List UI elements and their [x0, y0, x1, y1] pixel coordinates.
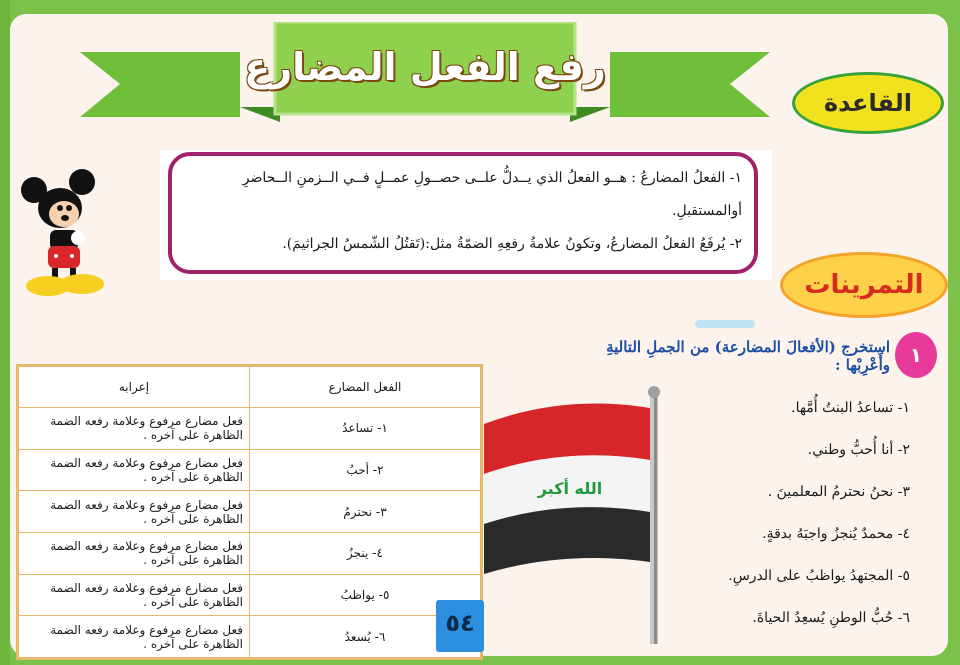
rule-2: ٢- يُرفَعُ الفعلُ المضارعُ، وتكونُ علامةُ رفعِهِ الضمّةُ مثل:(تَقتُلُ الشّمسُ الجراثيمَ).	[282, 236, 742, 252]
exercises-badge: التمرينات	[780, 252, 948, 318]
table-row	[19, 616, 481, 658]
iraq-flag-illustration	[474, 384, 674, 644]
rule-badge: القاعدة	[792, 72, 944, 134]
sentence-2: ٢- أنا أُحبُّ وطني.	[807, 442, 910, 458]
title-ribbon	[80, 22, 770, 132]
exercise-instruction: استخرج (الأفعالَ المضارعة) من الجملِ التاليةِ وأَعْرِبْها :	[606, 338, 890, 374]
answer-table	[16, 364, 483, 660]
rule-panel	[160, 150, 772, 280]
parse-cell: فعل مضارع مرفوع وعلامة رفعه الضمة الظاهرة على آخره .	[19, 449, 250, 491]
sentence-6: ٦- حُبُّ الوطنِ يُسعِدُ الحياةَ.	[752, 610, 910, 626]
header-parse: إعرابه	[19, 367, 250, 408]
header-verb: الفعل المضارع	[250, 367, 481, 408]
page-edge	[0, 0, 10, 665]
table-row	[19, 449, 481, 491]
verb-cell: ٤- ينجزُ	[250, 532, 481, 574]
verb-cell: ٣- نحترمُ	[250, 491, 481, 533]
table-row	[19, 574, 481, 616]
parse-cell: فعل مضارع مرفوع وعلامة رفعه الضمة الظاهرة على آخره .	[19, 574, 250, 616]
sentence-5: ٥- المجتهدُ يواظبُ على الدرسِ.	[728, 568, 910, 584]
parse-cell: فعل مضارع مرفوع وعلامة رفعه الضمة الظاهرة على آخره .	[19, 616, 250, 658]
table-row	[19, 491, 481, 533]
page-number: ٥٤	[436, 600, 484, 652]
verb-cell: ٦- يُسعدُ	[250, 616, 481, 658]
exercise-number: ١	[895, 332, 937, 378]
parse-cell: فعل مضارع مرفوع وعلامة رفعه الضمة الظاهرة على آخره .	[19, 491, 250, 533]
table-row	[19, 532, 481, 574]
verb-cell: ١- تساعدُ	[250, 408, 481, 450]
page-title: رفع الفعل المضارع	[244, 45, 606, 89]
decoration-bar	[695, 320, 755, 328]
sentence-4: ٤- محمدٌ يُنجزُ واجبَهُ بدقةٍ.	[762, 526, 910, 542]
parse-cell: فعل مضارع مرفوع وعلامة رفعه الضمة الظاهرة على آخره .	[19, 408, 250, 450]
parse-cell: فعل مضارع مرفوع وعلامة رفعه الضمة الظاهرة على آخره .	[19, 532, 250, 574]
table-row	[19, 408, 481, 450]
table-header-row	[19, 367, 481, 408]
sentence-1: ١- تساعدُ البنتُ أُمَّها.	[791, 400, 910, 416]
verb-cell: ٥- يواظبُ	[250, 574, 481, 616]
sentence-3: ٣- نحنُ نحترمُ المعلمينَ .	[767, 484, 910, 500]
verb-cell: ٢- أحبُ	[250, 449, 481, 491]
flag-text: الله أكبر	[537, 479, 603, 498]
mickey-mouse-illustration	[20, 168, 110, 302]
rule-1: ١- الفعلُ المضارعُ : هــو الفعلُ الذي يــدلُّ علــى حصــولِ عمــلٍ فــي الــزمنِ الــحاضرِ أوالمستقبلِ.	[242, 170, 742, 219]
rule-box	[168, 152, 758, 274]
